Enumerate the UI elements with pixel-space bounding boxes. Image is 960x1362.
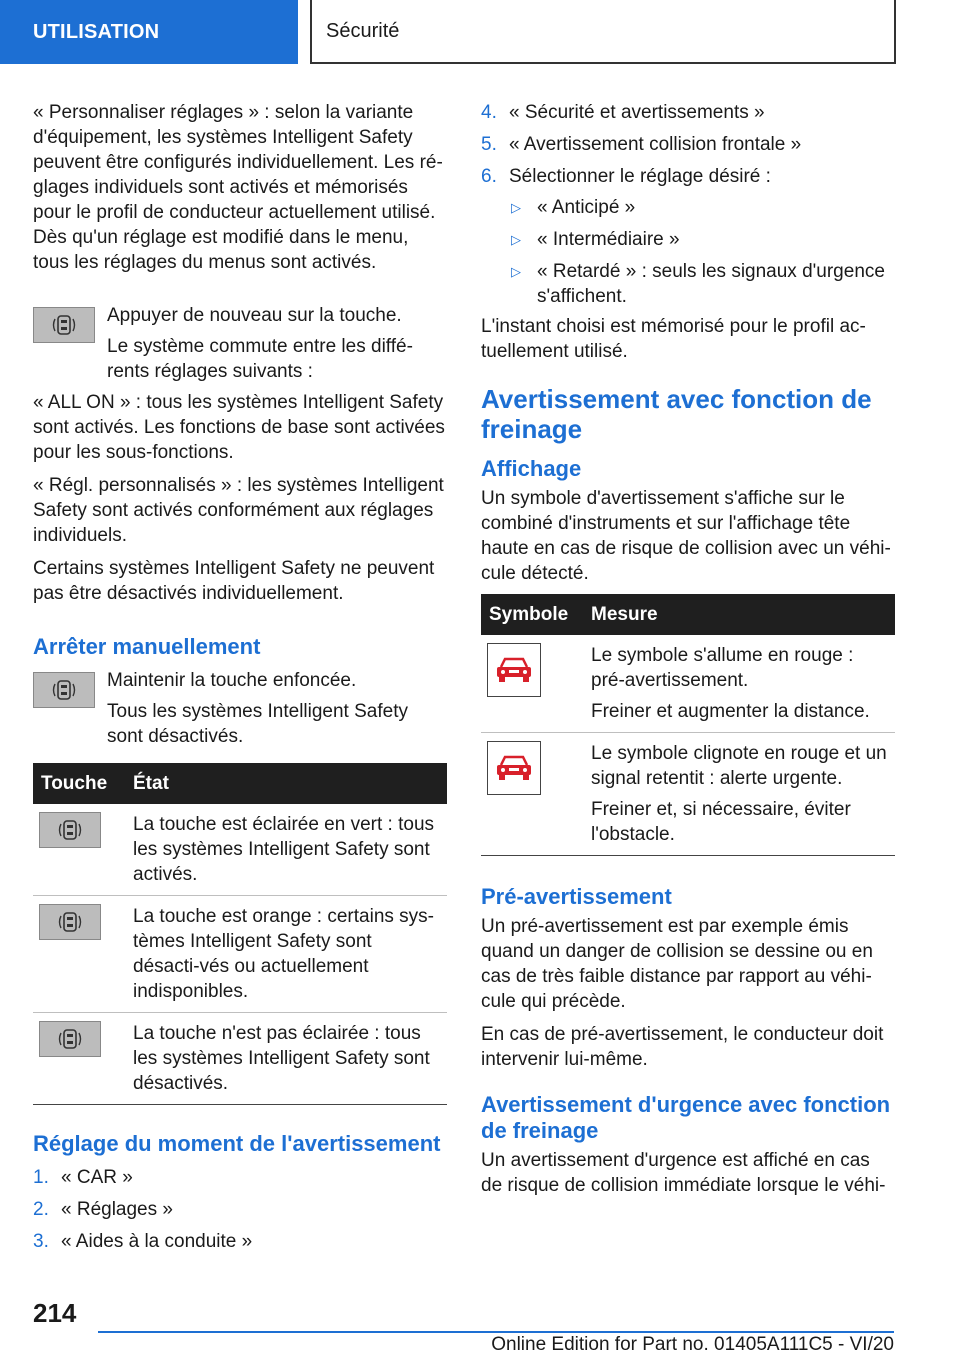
- intelligent-safety-button-icon: [39, 812, 101, 848]
- table-cell: La touche est éclairée en vert : tous les systèmes Intelligent Safety sont activés.: [125, 804, 447, 896]
- table-row: [33, 896, 447, 1013]
- table-header-cell: Symbole: [481, 594, 583, 635]
- triangle-bullet-icon: ▷: [511, 264, 521, 279]
- switches-text: Le système commute entre les diffé-rents réglages suivants :: [107, 336, 413, 382]
- personalized-text: « Régl. personnalisés » : les systèmes Intelligent Safety sont activés conformément aux réglages individuels.: [33, 475, 444, 546]
- table-header-cell: Touche: [33, 763, 125, 804]
- timing-heading: Réglage du moment de l'avertissement: [33, 1131, 441, 1156]
- intro-paragraph: « Personnaliser réglages » : selon la variante d'équipement, les systèmes Intelligent Safety peuvent être configurés individuellement. Les ré-glages individuels sont activés et mémorisés pour le profil de conducteur actuellement utilisé. Dès qu'un réglage est modifié dans le menu, tous les réglages du menus sont activés.: [33, 102, 443, 273]
- symbol-table: [481, 594, 895, 856]
- table-header-cell: État: [125, 763, 447, 804]
- option-text: « Intermédiaire »: [537, 229, 680, 250]
- list-item: [509, 259, 895, 309]
- left-column: [33, 100, 447, 1261]
- page-number: 214: [33, 1298, 77, 1328]
- measure-line: Freiner et, si nécessaire, éviter l'obstacle.: [591, 799, 851, 845]
- saved-text: L'instant choisi est mémorisé pour le profil ac-tuellement utilisé.: [481, 316, 866, 362]
- list-item: [481, 164, 895, 309]
- triangle-bullet-icon: ▷: [511, 200, 521, 215]
- intelligent-safety-button-icon: [39, 1021, 101, 1057]
- certain-text: Certains systèmes Intelligent Safety ne peuvent pas être désactivés individuellement.: [33, 558, 435, 604]
- chapter-title: Sécurité: [326, 19, 400, 42]
- chapter-header: [310, 0, 896, 64]
- intelligent-safety-button-icon: [33, 307, 95, 343]
- option-text: « Anticipé »: [537, 197, 636, 218]
- section-title: UTILISATION: [33, 20, 160, 43]
- hold-block: [33, 668, 447, 749]
- all-off-text: Tous les systèmes Intelligent Safety sont désactivés.: [107, 701, 408, 747]
- triangle-bullet-icon: ▷: [511, 232, 521, 247]
- steps-list-right: [481, 100, 895, 309]
- right-column: [481, 100, 895, 1206]
- list-item: [481, 100, 895, 125]
- table-cell: La touche est orange : certains sys-tèmes Intelligent Safety sont désacti-vés ou actuellement indisponibles.: [125, 896, 447, 1013]
- step-text: « CAR »: [61, 1167, 133, 1188]
- table-header-row: [481, 594, 895, 635]
- collision-warning-car-icon: [487, 741, 541, 795]
- list-item: [481, 132, 895, 157]
- table-header-row: [33, 763, 447, 804]
- press-again-block: [33, 303, 447, 384]
- urgent-warning-text: Un avertissement d'urgence est affiché en cas de risque de collision immédiate lorsque le véhi-: [481, 1150, 886, 1196]
- list-item: [509, 195, 895, 220]
- step-number: 3.: [33, 1231, 49, 1252]
- collision-warning-car-icon: [487, 643, 541, 697]
- list-item: [33, 1229, 447, 1254]
- step-number: 2.: [33, 1199, 49, 1220]
- intelligent-safety-button-icon: [39, 904, 101, 940]
- pre-warning-heading: Pré-avertissement: [481, 884, 672, 909]
- steps-list-left: [33, 1165, 447, 1254]
- urgent-warning-heading: Avertissement d'urgence avec fonction de freinage: [481, 1092, 891, 1143]
- table-cell: La touche n'est pas éclairée : tous les systèmes Intelligent Safety sont désactivés.: [125, 1013, 447, 1105]
- table-row: [33, 1013, 447, 1105]
- table-cell: [583, 733, 895, 856]
- step-number: 1.: [33, 1167, 49, 1188]
- list-item: [33, 1197, 447, 1222]
- option-text: « Retardé » : seuls les signaux d'urgence s'affichent.: [537, 261, 885, 307]
- step-number: 4.: [481, 102, 497, 123]
- pre-warning-text: Un pré-avertissement est par exemple émis quand un danger de collision se dessine ou en cas de très faible distance par rapport au véhi-cule qui précède.: [481, 916, 873, 1012]
- main-heading: Avertissement avec fonction de freinage: [481, 384, 872, 444]
- manual-off-heading: Arrêter manuellement: [33, 634, 261, 659]
- measure-line: Le symbole s'allume en rouge : pré-avertissement.: [591, 645, 854, 691]
- pre-warning-text: En cas de pré-avertissement, le conducteur doit intervenir lui-même.: [481, 1024, 884, 1070]
- list-item: [33, 1165, 447, 1190]
- button-state-table: [33, 763, 447, 1105]
- table-row: [481, 733, 895, 856]
- edition-text: Online Edition for Part no. 01405A111C5 - VI/20: [491, 1334, 894, 1355]
- display-heading: Affichage: [481, 456, 582, 481]
- measure-line: Le symbole clignote en rouge et un signal retentit : alerte urgente.: [591, 743, 887, 789]
- section-header: [0, 0, 298, 64]
- step-number: 5.: [481, 134, 497, 155]
- options-list: [509, 195, 895, 309]
- step-text: Sélectionner le réglage désiré :: [509, 166, 771, 187]
- step-text: « Aides à la conduite »: [61, 1231, 253, 1252]
- intelligent-safety-button-icon: [33, 672, 95, 708]
- table-header-cell: Mesure: [583, 594, 895, 635]
- measure-line: Freiner et augmenter la distance.: [591, 701, 870, 722]
- display-text: Un symbole d'avertissement s'affiche sur le combiné d'instruments et sur l'affichage tête haute en cas de risque de collision avec un véhi-cule détecté.: [481, 488, 891, 584]
- press-again-text: Appuyer de nouveau sur la touche.: [107, 305, 402, 326]
- step-text: « Sécurité et avertissements »: [509, 102, 765, 123]
- step-number: 6.: [481, 166, 497, 187]
- hold-text: Maintenir la touche enfoncée.: [107, 670, 357, 691]
- table-cell: [583, 635, 895, 733]
- table-row: [481, 635, 895, 733]
- table-row: [33, 804, 447, 896]
- list-item: [509, 227, 895, 252]
- all-on-text: « ALL ON » : tous les systèmes Intelligent Safety sont activés. Les fonctions de base sont activées pour les sous-fonctions.: [33, 392, 445, 463]
- step-text: « Réglages »: [61, 1199, 173, 1220]
- step-text: « Avertissement collision frontale »: [509, 134, 802, 155]
